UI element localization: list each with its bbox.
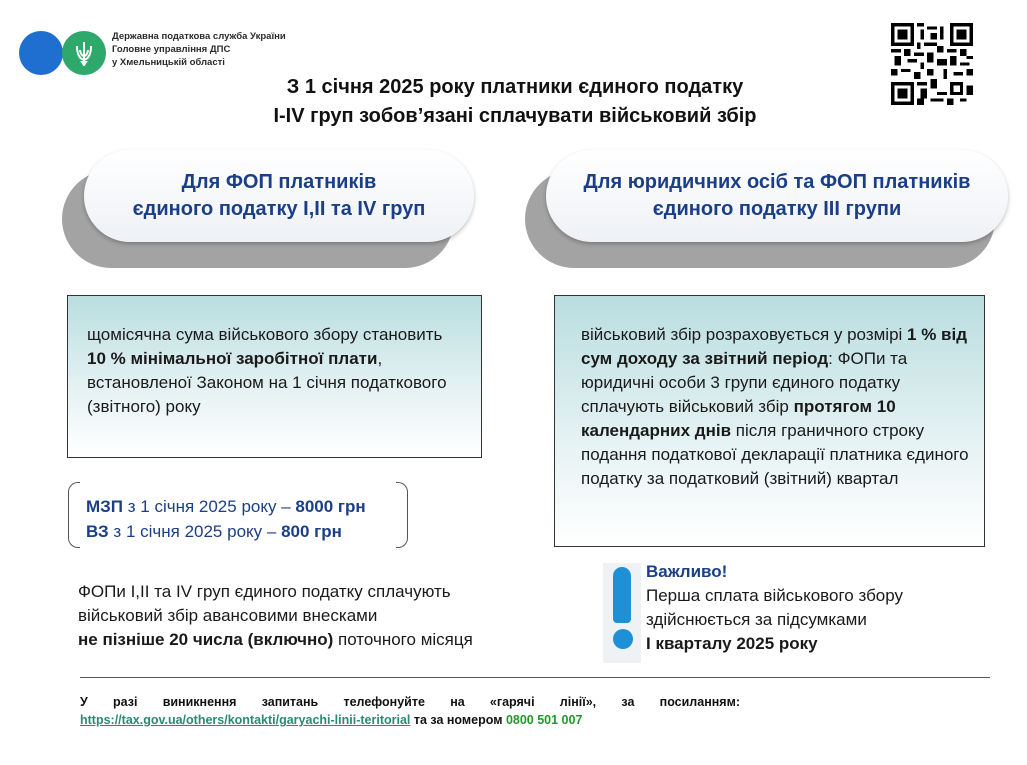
trident-icon: [73, 40, 95, 66]
org-line-1: Державна податкова служба України: [112, 31, 286, 42]
left-box-bold-1: 10 % мінімальної заробітної плати: [87, 349, 378, 368]
footer: [80, 693, 740, 729]
right-box-text-3: після граничного строку подання податкової декларації платника єдиного податку за податковий (звітний) квартал: [581, 421, 969, 488]
para-bold: не пізніше 20 числа (включно): [78, 630, 334, 649]
footer-mid: та за номером: [410, 713, 506, 727]
left-header-line-1: Для ФОП платників: [181, 171, 377, 193]
vz-value: 800 грн: [281, 522, 342, 541]
org-line-2: Головне управління ДПС: [112, 44, 231, 55]
organization-name: [112, 30, 286, 69]
left-section-header: [84, 150, 474, 242]
mzp-label: МЗП: [86, 497, 124, 516]
vz-text: з 1 січня 2025 року –: [108, 522, 282, 541]
right-section-header: [546, 150, 1008, 242]
trident-logo: [62, 31, 106, 75]
left-box-text-2: , встановленої Законом на 1 січня податкового (звітного) року: [87, 349, 447, 416]
payment-deadline-paragraph: [78, 580, 558, 652]
vz-label: ВЗ: [86, 522, 109, 541]
left-header-line-2: єдиного податку I,II та IV груп: [132, 198, 426, 220]
title-line-1: З 1 січня 2025 року платники єдиного податку: [286, 76, 744, 98]
para-line-3: [78, 628, 558, 652]
important-line-1: Перша сплата військового збору: [646, 586, 904, 605]
minimum-wage-block: [68, 482, 408, 548]
right-box-bold-2: протягом 10 календарних днів: [581, 397, 896, 440]
para-line-2: військовий збір авансовими внесками: [78, 606, 378, 625]
qr-code[interactable]: [891, 23, 973, 105]
mzp-text: з 1 січня 2025 року –: [123, 497, 296, 516]
left-brace: [68, 482, 80, 548]
para-tail: поточного місяця: [333, 630, 473, 649]
important-notice: [646, 560, 986, 656]
right-brace: [396, 482, 408, 548]
footer-line-2: [80, 711, 740, 729]
vz-line: [86, 519, 366, 544]
right-box-text-1: військовий збір розраховується у розмірі: [581, 325, 908, 344]
right-header-line-1: Для юридичних осіб та ФОП платників: [583, 171, 971, 193]
page-title: [180, 73, 850, 131]
logo-circle-blue: [19, 31, 63, 75]
right-info-box: [554, 295, 985, 547]
org-line-3: у Хмельницькій області: [112, 57, 225, 68]
footer-line-1: У разі виникнення запитань телефонуйте на «гарячі лінії», за посиланням:: [80, 695, 740, 709]
right-header-line-2: єдиного податку III групи: [652, 198, 902, 220]
phone-number[interactable]: 0800 501 007: [505, 713, 583, 727]
important-line-2: здійснюється за підсумками: [646, 610, 867, 629]
title-line-2: I-IV груп зобов’язані сплачувати військовий збір: [273, 105, 757, 127]
important-bold: I кварталу 2025 року: [646, 634, 818, 653]
para-line-1: ФОПи I,II та IV груп єдиного податку сплачують: [78, 582, 451, 601]
important-title: Важливо!: [646, 562, 728, 581]
mzp-line: [86, 494, 366, 519]
exclamation-icon: [603, 563, 641, 663]
footer-divider: [80, 677, 990, 678]
hotlines-link[interactable]: https://tax.gov.ua/others/kontakti/garyachi-linii-teritorial: [80, 713, 411, 727]
right-box-bold-1: 1 % від сум доходу за звітний період: [581, 325, 968, 368]
left-box-text-1: щомісячна сума військового збору становить: [87, 325, 443, 344]
mzp-value: 8000 грн: [295, 497, 366, 516]
left-info-box: [67, 295, 482, 458]
right-box-text-2: : ФОПи та юридичні особи 3 групи єдиного податку сплачують військовий збір: [581, 349, 908, 416]
